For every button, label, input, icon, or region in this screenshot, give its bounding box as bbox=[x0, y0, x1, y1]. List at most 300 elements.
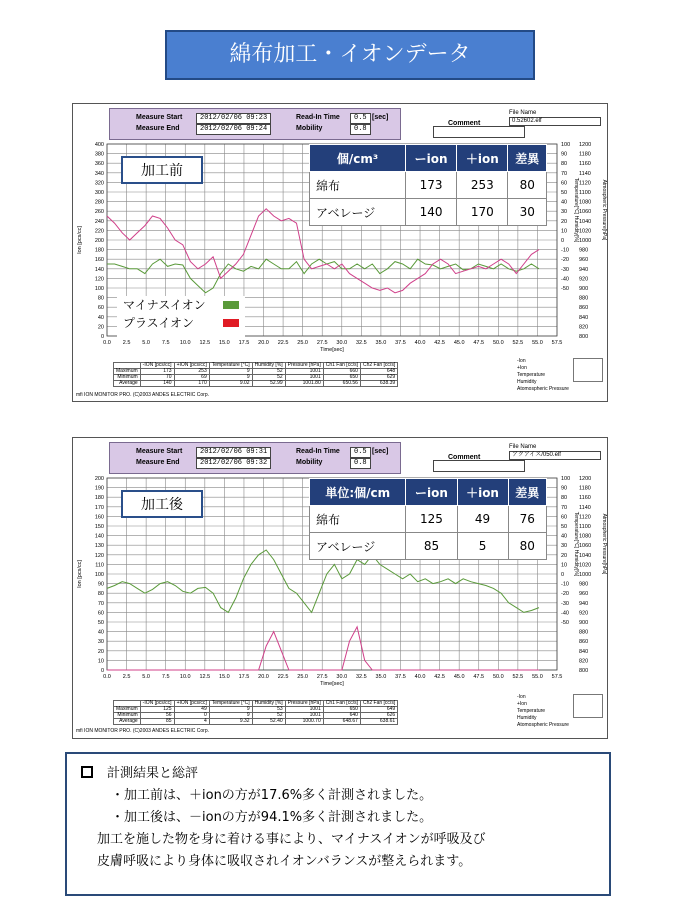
y-left-tick-label: 10 bbox=[97, 658, 104, 665]
mobility-label: Mobility bbox=[296, 125, 323, 132]
legend-swatch-red bbox=[223, 319, 239, 327]
y-right-tick-label: 920 bbox=[579, 276, 589, 283]
y-mid-tick-label: -40 bbox=[561, 276, 569, 283]
y-mid-tick-label: 60 bbox=[561, 514, 568, 521]
side-legend-item: -Ion bbox=[517, 358, 526, 364]
checkbox-bullet-icon bbox=[81, 766, 93, 778]
y-left-tick-label: 150 bbox=[94, 524, 104, 530]
y-left-axis-label: Ion [pcs/cc] bbox=[77, 560, 83, 588]
table-cell: 649 bbox=[360, 707, 397, 713]
x-tick-label: 40.0 bbox=[414, 674, 426, 680]
y-mid-tick-label: 20 bbox=[561, 218, 568, 225]
y-right-tick-label: 800 bbox=[579, 668, 589, 674]
y-right-tick-label: 900 bbox=[579, 286, 589, 292]
y-left-tick-label: 100 bbox=[94, 286, 104, 292]
y-right-tick-label: 900 bbox=[579, 620, 589, 626]
stats-header: Temperature [°C] bbox=[209, 701, 252, 707]
legend-label: プラスイオン bbox=[123, 316, 195, 330]
table-cell: 1001 bbox=[285, 369, 323, 375]
y-left-tick-label: 80 bbox=[97, 295, 104, 302]
y-left-tick-label: 110 bbox=[95, 562, 104, 569]
measure-end-value: 2012/02/06 09:32 bbox=[196, 458, 271, 469]
y-left-tick-label: 320 bbox=[94, 180, 104, 187]
y-mid-axis-label: Temperature[°C] Humidity[%] bbox=[573, 511, 579, 577]
y-mid-tick-label: -20 bbox=[561, 257, 569, 264]
y-left-tick-label: 20 bbox=[97, 324, 104, 331]
table-cell: 648 bbox=[360, 369, 397, 375]
table-cell: 170 bbox=[457, 199, 508, 226]
side-legend-item: Temperature bbox=[517, 708, 546, 714]
table-cell: 253 bbox=[457, 172, 508, 199]
y-mid-tick-label: 80 bbox=[561, 495, 568, 502]
side-legend-item: Temperature bbox=[517, 372, 546, 378]
ion-summary-table bbox=[309, 144, 547, 226]
table-cell: 626 bbox=[360, 713, 397, 719]
y-right-tick-label: 880 bbox=[579, 295, 589, 302]
y-mid-tick-label: -20 bbox=[561, 591, 569, 598]
summary-line: ・加工後は、－ionの方が94.1%多く計測されました。 bbox=[111, 810, 433, 825]
ovl-header-plus: ＋ion bbox=[457, 479, 508, 506]
table-cell: 85 bbox=[406, 533, 457, 560]
y-left-tick-label: 120 bbox=[94, 276, 104, 283]
y-left-tick-label: 100 bbox=[94, 572, 104, 578]
readin-value: 0.5 bbox=[350, 113, 371, 124]
y-mid-tick-label: -40 bbox=[561, 610, 569, 617]
ovl-header-unit: 個/cm³ bbox=[310, 145, 406, 172]
legend-item-minus bbox=[117, 296, 245, 314]
ovl-header-minus: ーion bbox=[406, 479, 457, 506]
x-tick-label: 27.5 bbox=[316, 340, 328, 346]
x-tick-label: 47.5 bbox=[473, 340, 485, 346]
y-right-tick-label: 1060 bbox=[579, 543, 592, 550]
side-legend-item: Atomospheric Pressure bbox=[517, 386, 569, 392]
filename-field: アクアイス/050.elf bbox=[509, 451, 601, 460]
y-left-tick-label: 50 bbox=[97, 620, 104, 626]
y-right-tick-label: 800 bbox=[579, 334, 589, 340]
table-cell: 9.32 bbox=[209, 719, 252, 725]
y-mid-tick-label: 60 bbox=[561, 180, 568, 187]
measure-start-label: Measure Start bbox=[136, 448, 183, 455]
y-right-tick-label: 980 bbox=[579, 247, 589, 254]
x-tick-label: 45.0 bbox=[453, 340, 465, 346]
y-mid-tick-label: 30 bbox=[561, 543, 568, 550]
y-right-tick-label: 1040 bbox=[579, 552, 592, 559]
chart-state-label: 加工前 bbox=[121, 156, 203, 184]
y-left-tick-label: 180 bbox=[94, 495, 104, 502]
y-right-tick-label: 1000 bbox=[579, 572, 592, 578]
stats-header: Ch1 Fan [cc/s] bbox=[323, 363, 360, 369]
table-cell: 650 bbox=[323, 707, 360, 713]
table-cell: 9.02 bbox=[209, 381, 252, 387]
side-legend-item: Atomospheric Pressure bbox=[517, 722, 569, 728]
table-cell: 53 bbox=[252, 707, 285, 713]
x-tick-label: 42.5 bbox=[434, 340, 445, 346]
x-tick-label: 32.5 bbox=[355, 340, 367, 346]
y-left-tick-label: 40 bbox=[97, 314, 104, 321]
table-cell: 52 bbox=[252, 375, 285, 381]
y-mid-tick-label: 50 bbox=[561, 190, 568, 196]
table-cell: 1001 bbox=[285, 375, 323, 381]
filename-field: 0.52602.elf bbox=[509, 117, 601, 126]
readin-label: Read-In Time bbox=[296, 448, 340, 455]
y-left-tick-label: 400 bbox=[94, 142, 104, 148]
y-right-tick-label: 1080 bbox=[579, 199, 592, 206]
y-mid-tick-label: 90 bbox=[561, 151, 568, 158]
table-cell: 125 bbox=[140, 707, 174, 713]
chart-legend bbox=[117, 296, 245, 338]
x-tick-label: 25.0 bbox=[297, 674, 309, 680]
y-mid-tick-label: -50 bbox=[561, 620, 569, 626]
readin-unit: [sec] bbox=[372, 114, 389, 121]
y-left-tick-label: 260 bbox=[94, 209, 104, 216]
table-cell: Maximum bbox=[114, 707, 141, 713]
software-footer: mfi ION MONITOR PRO. (C)2003 ANDES ELECTRIC Corp. bbox=[76, 392, 209, 398]
table-cell: 30 bbox=[508, 199, 547, 226]
table-cell: 4 bbox=[174, 719, 209, 725]
stats-header: Ch2 Fan [cc/s] bbox=[360, 701, 397, 707]
table-row bbox=[310, 199, 547, 226]
y-left-tick-label: 160 bbox=[94, 257, 104, 264]
table-row bbox=[310, 533, 547, 560]
y-right-tick-label: 1080 bbox=[579, 533, 592, 540]
y-left-tick-label: 200 bbox=[94, 476, 104, 482]
y-right-tick-label: 860 bbox=[579, 639, 589, 646]
table-cell: 125 bbox=[406, 506, 457, 533]
legend-label: マイナスイオン bbox=[123, 298, 206, 312]
y-right-tick-label: 920 bbox=[579, 610, 589, 617]
table-cell: 52.40 bbox=[252, 719, 285, 725]
software-footer: mfi ION MONITOR PRO. (C)2003 ANDES ELECTRIC Corp. bbox=[76, 728, 209, 734]
x-tick-label: 22.5 bbox=[277, 340, 289, 346]
table-cell: アベレージ bbox=[310, 533, 406, 560]
ovl-header-diff: 差異 bbox=[508, 145, 547, 172]
table-cell: アベレージ bbox=[310, 199, 406, 226]
x-tick-label: 25.0 bbox=[297, 340, 309, 346]
y-right-tick-label: 1100 bbox=[579, 190, 591, 196]
y-right-tick-label: 940 bbox=[579, 600, 589, 607]
comment-label: Comment bbox=[448, 454, 481, 461]
y-left-tick-label: 140 bbox=[94, 266, 104, 273]
y-left-tick-label: 170 bbox=[94, 504, 104, 511]
side-legend-item: +Ion bbox=[517, 365, 527, 371]
table-cell: 80 bbox=[508, 533, 546, 560]
x-tick-label: 20.0 bbox=[258, 340, 269, 346]
comment-field bbox=[433, 460, 525, 472]
y-left-tick-label: 360 bbox=[94, 161, 104, 168]
y-right-tick-label: 1140 bbox=[579, 170, 591, 177]
table-cell: 629 bbox=[360, 375, 397, 381]
readin-value: 0.5 bbox=[350, 447, 371, 458]
y-left-tick-label: 70 bbox=[97, 600, 104, 607]
x-tick-label: 7.5 bbox=[161, 674, 170, 680]
comment-field bbox=[433, 126, 525, 138]
measure-start-label: Measure Start bbox=[136, 114, 183, 121]
table-cell: Minimum bbox=[114, 713, 141, 719]
table-cell: 170 bbox=[174, 381, 209, 387]
table-row bbox=[310, 506, 547, 533]
table-cell: Average bbox=[114, 381, 141, 387]
table-cell: 648.67 bbox=[323, 719, 360, 725]
x-tick-label: 2.5 bbox=[122, 340, 131, 346]
y-mid-tick-label: -10 bbox=[561, 581, 569, 588]
filename-label: File Name bbox=[509, 110, 537, 116]
summary-line: 加工を施した物を身に着ける事により、マイナスイオンが呼吸及び bbox=[97, 832, 486, 847]
y-right-tick-label: 840 bbox=[579, 648, 589, 655]
table-cell: 140 bbox=[140, 381, 174, 387]
table-cell: 173 bbox=[140, 369, 174, 375]
y-mid-tick-label: 90 bbox=[561, 485, 568, 492]
y-left-tick-label: 200 bbox=[94, 238, 104, 244]
page-title: 綿布加工・イオンデータ bbox=[165, 30, 535, 80]
table-cell: 640 bbox=[323, 713, 360, 719]
y-right-axis-label: Atmospheric Pressure[hPa] bbox=[601, 513, 607, 575]
y-mid-tick-label: 20 bbox=[561, 552, 568, 559]
y-right-tick-label: 1100 bbox=[579, 524, 591, 530]
y-right-tick-label: 860 bbox=[579, 305, 589, 312]
y-right-tick-label: 1180 bbox=[579, 485, 591, 492]
x-tick-label: 50.0 bbox=[492, 674, 504, 680]
y-left-tick-label: 130 bbox=[94, 543, 104, 550]
table-cell: 49 bbox=[174, 707, 209, 713]
x-tick-label: 42.5 bbox=[434, 674, 445, 680]
x-tick-label: 57.5 bbox=[551, 340, 563, 346]
y-mid-tick-label: 80 bbox=[561, 161, 568, 168]
x-tick-label: 30.0 bbox=[336, 674, 348, 680]
ovl-header-unit: 単位:個/cm bbox=[310, 479, 406, 506]
table-cell: 173 bbox=[405, 172, 456, 199]
x-tick-label: 30.0 bbox=[336, 340, 348, 346]
y-left-axis-label: Ion [pcs/cc] bbox=[77, 226, 83, 254]
table-cell: 69 bbox=[174, 375, 209, 381]
y-mid-tick-label: -10 bbox=[561, 247, 569, 254]
stats-table bbox=[113, 362, 398, 387]
table-row bbox=[114, 381, 398, 387]
table-cell: 253 bbox=[174, 369, 209, 375]
table-cell: 660 bbox=[323, 369, 360, 375]
x-tick-label: 17.5 bbox=[238, 674, 250, 680]
y-left-tick-label: 240 bbox=[94, 218, 104, 225]
x-tick-label: 5.0 bbox=[142, 340, 150, 346]
x-tick-label: 20.0 bbox=[258, 674, 269, 680]
x-tick-label: 7.5 bbox=[161, 340, 170, 346]
y-left-tick-label: 40 bbox=[97, 629, 104, 636]
table-row bbox=[114, 719, 398, 725]
table-cell: 140 bbox=[405, 199, 456, 226]
x-tick-label: 45.0 bbox=[453, 674, 465, 680]
measurement-header bbox=[109, 108, 401, 140]
y-right-tick-label: 880 bbox=[579, 629, 589, 636]
stats-header: Temperature [°C] bbox=[209, 363, 252, 369]
table-cell: 9 bbox=[209, 707, 252, 713]
y-right-tick-label: 1160 bbox=[579, 495, 591, 502]
side-legend-item: Humidity bbox=[517, 379, 537, 385]
legend-swatch-green bbox=[223, 301, 239, 309]
y-left-tick-label: 160 bbox=[94, 514, 104, 521]
table-cell: 49 bbox=[457, 506, 508, 533]
y-right-tick-label: 1140 bbox=[579, 504, 591, 511]
table-cell: Average bbox=[114, 719, 141, 725]
y-left-tick-label: 0 bbox=[100, 668, 104, 674]
table-cell: 綿布 bbox=[310, 172, 406, 199]
table-cell: 80 bbox=[508, 172, 547, 199]
table-cell: 9 bbox=[209, 369, 252, 375]
y-mid-tick-label: -30 bbox=[561, 600, 569, 607]
measurement-header bbox=[109, 442, 401, 474]
mobility-value: 0.8 bbox=[350, 124, 371, 135]
y-right-tick-label: 1020 bbox=[579, 228, 592, 235]
y-left-tick-label: 220 bbox=[94, 228, 104, 235]
table-cell: 650 bbox=[323, 375, 360, 381]
y-mid-tick-label: 50 bbox=[561, 524, 568, 530]
x-tick-label: 15.0 bbox=[219, 340, 230, 346]
table-cell: 56 bbox=[140, 713, 174, 719]
x-tick-label: 2.5 bbox=[122, 674, 131, 680]
x-tick-label: 47.5 bbox=[473, 674, 485, 680]
chart-panel-before bbox=[72, 103, 608, 402]
x-tick-label: 57.5 bbox=[551, 674, 563, 680]
y-left-tick-label: 190 bbox=[94, 485, 104, 492]
x-tick-label: 17.5 bbox=[238, 340, 250, 346]
table-cell: 650.56 bbox=[323, 381, 360, 387]
y-right-axis-label: Atmospheric Pressure[hPa] bbox=[601, 179, 607, 241]
y-mid-tick-label: 0 bbox=[561, 238, 565, 244]
y-left-tick-label: 180 bbox=[94, 247, 104, 254]
y-right-tick-label: 960 bbox=[579, 257, 589, 264]
x-tick-label: 12.5 bbox=[199, 340, 211, 346]
legend-preview-box bbox=[573, 358, 603, 382]
y-left-tick-label: 280 bbox=[94, 199, 104, 206]
x-tick-label: 35.0 bbox=[375, 340, 387, 346]
y-left-tick-label: 380 bbox=[94, 151, 104, 158]
y-right-tick-label: 1060 bbox=[579, 209, 592, 216]
y-right-tick-label: 1200 bbox=[579, 142, 592, 148]
y-left-tick-label: 60 bbox=[97, 610, 104, 617]
measure-end-value: 2012/02/06 09:24 bbox=[196, 124, 271, 135]
table-cell: 1001 bbox=[285, 707, 323, 713]
summary-heading: 計測結果と総評 bbox=[107, 766, 199, 781]
table-cell: 70 bbox=[140, 375, 174, 381]
summary-line: 皮膚呼吸により身体に吸収されイオンバランスが整えられます。 bbox=[97, 854, 472, 869]
stats-header: -ION [pcs/cc] bbox=[140, 701, 174, 707]
y-left-tick-label: 0 bbox=[100, 334, 104, 340]
y-right-tick-label: 1200 bbox=[579, 476, 592, 482]
y-right-tick-label: 1120 bbox=[579, 180, 591, 187]
y-right-tick-label: 980 bbox=[579, 581, 589, 588]
measure-end-label: Measure End bbox=[136, 125, 180, 132]
y-right-tick-label: 960 bbox=[579, 591, 589, 598]
table-cell: 1000.70 bbox=[285, 719, 323, 725]
table-row bbox=[310, 172, 547, 199]
mobility-label: Mobility bbox=[296, 459, 323, 466]
x-tick-label: 35.0 bbox=[375, 674, 387, 680]
y-left-tick-label: 90 bbox=[97, 581, 104, 588]
table-cell: 9 bbox=[209, 375, 252, 381]
y-mid-tick-label: 40 bbox=[561, 199, 568, 206]
ion-summary-table bbox=[309, 478, 547, 560]
y-mid-tick-label: 100 bbox=[561, 142, 571, 148]
y-mid-tick-label: 10 bbox=[561, 228, 568, 235]
stats-header: +ION [pcs/cc] bbox=[174, 363, 209, 369]
x-tick-label: 0.0 bbox=[103, 340, 111, 346]
y-left-tick-label: 20 bbox=[97, 648, 104, 655]
table-cell: 638.61 bbox=[360, 719, 397, 725]
y-right-tick-label: 820 bbox=[579, 324, 589, 331]
y-right-tick-label: 1180 bbox=[579, 151, 591, 158]
legend-preview-box bbox=[573, 694, 603, 718]
y-right-tick-label: 840 bbox=[579, 314, 589, 321]
readin-unit: [sec] bbox=[372, 448, 389, 455]
y-right-tick-label: 1000 bbox=[579, 238, 592, 244]
table-cell: 綿布 bbox=[310, 506, 406, 533]
stats-table bbox=[113, 700, 398, 725]
table-cell: 0 bbox=[174, 713, 209, 719]
plus-ion-series bbox=[107, 627, 539, 670]
y-right-tick-label: 1120 bbox=[579, 514, 591, 521]
x-tick-label: 55.0 bbox=[532, 674, 543, 680]
chart-state-label: 加工後 bbox=[121, 490, 203, 518]
table-cell: Maximum bbox=[114, 369, 141, 375]
table-cell: 52.99 bbox=[252, 381, 285, 387]
x-tick-label: 0.0 bbox=[103, 674, 111, 680]
y-mid-tick-label: 10 bbox=[561, 562, 568, 569]
ovl-header-plus: ＋ion bbox=[457, 145, 508, 172]
x-axis-label: Time[sec] bbox=[320, 347, 344, 353]
x-tick-label: 37.5 bbox=[395, 340, 406, 346]
measure-start-value: 2012/02/06 09:31 bbox=[196, 447, 271, 458]
x-tick-label: 10.0 bbox=[179, 674, 191, 680]
side-legend bbox=[517, 694, 569, 729]
table-cell: 1001.80 bbox=[285, 381, 323, 387]
mobility-value: 0.8 bbox=[350, 458, 371, 469]
y-left-tick-label: 30 bbox=[97, 639, 104, 646]
y-mid-tick-label: 0 bbox=[561, 572, 565, 578]
stats-header: Ch1 Fan [cc/s] bbox=[323, 701, 360, 707]
readin-label: Read-In Time bbox=[296, 114, 340, 121]
stats-header: +ION [pcs/cc] bbox=[174, 701, 209, 707]
stats-header: -ION [pcs/cc] bbox=[140, 363, 174, 369]
x-tick-label: 22.5 bbox=[277, 674, 289, 680]
stats-header: Humidity [%] bbox=[252, 363, 285, 369]
chart-panel-after bbox=[72, 437, 608, 739]
stats-header: Pressure [hPa] bbox=[285, 701, 323, 707]
x-tick-label: 10.0 bbox=[179, 340, 191, 346]
side-legend-item: +Ion bbox=[517, 701, 527, 707]
x-tick-label: 15.0 bbox=[219, 674, 230, 680]
x-axis-label: Time[sec] bbox=[320, 681, 344, 687]
stats-header: Humidity [%] bbox=[252, 701, 285, 707]
summary-box bbox=[65, 752, 611, 896]
y-left-tick-label: 120 bbox=[94, 552, 104, 559]
x-tick-label: 37.5 bbox=[395, 674, 406, 680]
x-tick-label: 27.5 bbox=[316, 674, 328, 680]
table-cell: 5 bbox=[457, 533, 508, 560]
y-right-tick-label: 1020 bbox=[579, 562, 592, 569]
measure-end-label: Measure End bbox=[136, 459, 180, 466]
y-mid-tick-label: -50 bbox=[561, 286, 569, 292]
comment-label: Comment bbox=[448, 120, 481, 127]
y-mid-tick-label: 70 bbox=[561, 170, 568, 177]
x-tick-label: 52.5 bbox=[512, 674, 524, 680]
table-cell: 52 bbox=[252, 369, 285, 375]
ovl-header-diff: 差異 bbox=[508, 479, 546, 506]
y-right-tick-label: 1040 bbox=[579, 218, 592, 225]
y-left-tick-label: 140 bbox=[94, 533, 104, 540]
y-left-tick-label: 340 bbox=[94, 170, 104, 177]
table-cell: 1001 bbox=[285, 713, 323, 719]
measure-start-value: 2012/02/06 09:23 bbox=[196, 113, 271, 124]
table-cell: 85 bbox=[140, 719, 174, 725]
table-cell: Minimum bbox=[114, 375, 141, 381]
